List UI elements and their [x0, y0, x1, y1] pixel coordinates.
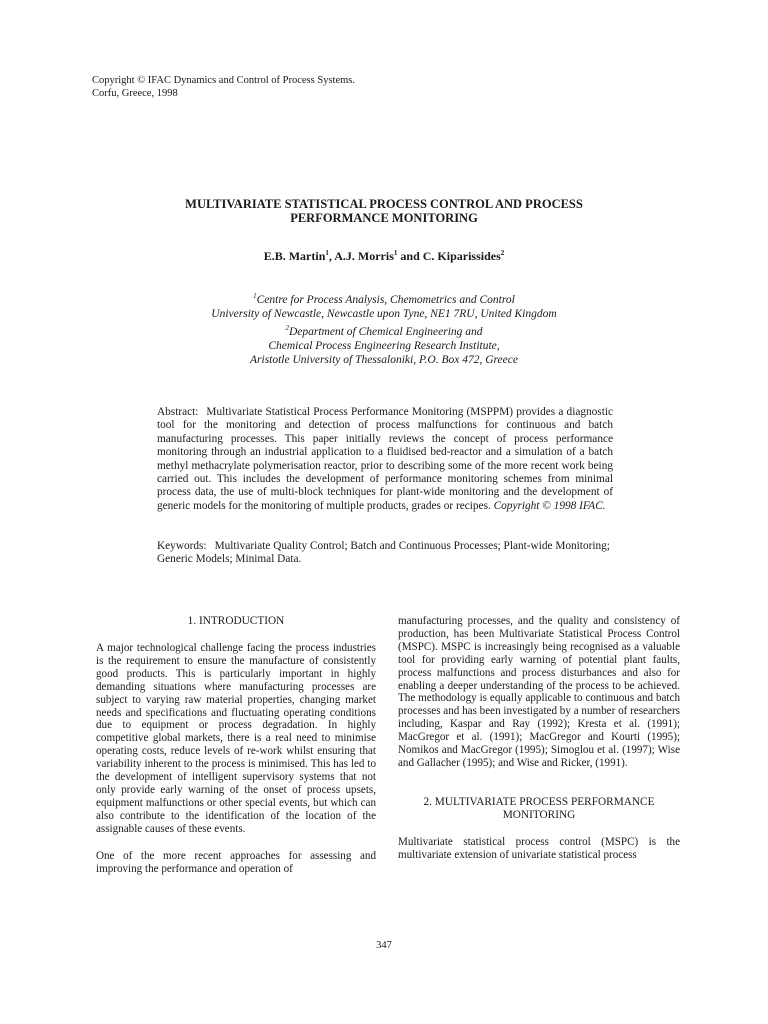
- left-column: [96, 615, 376, 889]
- location-line: Corfu, Greece, 1998: [92, 88, 178, 99]
- keywords-label: Keywords:: [157, 540, 207, 552]
- affiliations: [120, 289, 648, 367]
- affiliation-line: Chemical Process Engineering Research Institute,: [268, 339, 500, 352]
- author-morris: A.J. Morris: [334, 249, 394, 263]
- section-heading-mspm: [398, 796, 680, 822]
- abstract-text: Multivariate Statistical Process Performance Monitoring (MSPPM) provides a diagnostic tool for the monitoring and detection of process malfunctions for continuous and batch manufacturing processes. This paper initially reviews the concept of process performance monitoring through an industrial application to a fluidised bed-reactor and a simulation of a batch methyl methacrylate polymerisation reactor, prior to describing some of the more recent work being carried out. This includes the development of performance monitoring schemes from minimal process data, the use of multi-block techniques for plant-wide monitoring and the development of generic models for the monitoring of multiple products, grades or recipes.: [157, 406, 613, 512]
- author-kiparissides: C. Kiparissides: [422, 249, 501, 263]
- author-affil-mark: 2: [500, 249, 505, 257]
- intro-paragraph-continued: manufacturing processes, and the quality and consistency of production, has been Multivariate Statistical Process Control (MSPC). MSPC is increasingly being recognised as a valuable tool for providing early warning of potential plant faults, process malfunctions and process disturbances and also for enabling a deeper understanding of the process to be achieved. The methodology is equally applicable to continuous and batch processes and has been investigated by a number of researchers including, Kaspar and Ray (1992); Kresta et al. (1991); MacGregor et al. (1991); MacGregor and Kourti (1995); Nomikos and MacGregor (1995); Simoglou et al. (1997); Wise and Gallacher (1995); and Wise and Ricker, (1991).: [398, 615, 680, 769]
- paper-title: [120, 197, 648, 225]
- intro-paragraph-1: A major technological challenge facing the process industries is the requirement to ensure the manufacture of consistently good products. This is particularly important in highly demanding situations where manufacturing processes are subject to varying raw material properties, changing market needs and specifications and fluctuating operating conditions due to equipment or process degradation. In highly competitive global markets, there is a real need to minimise operating costs, reduce levels of re-work whilst ensuring that variability inherent to the process is minimised. This has led to the development of intelligent supervisory systems that not only provide early warning of the onset of process upsets, equipment malfunctions or other special events, but which can also contribute to the identification of the location of the assignable causes of these events.: [96, 642, 376, 835]
- abstract: [157, 406, 613, 513]
- affiliation-line: Centre for Process Analysis, Chemometrics and Control: [256, 293, 515, 306]
- keywords: [157, 540, 617, 567]
- affiliation-2: [120, 321, 648, 339]
- section-heading-line: 2. MULTIVARIATE PROCESS PERFORMANCE: [423, 795, 655, 808]
- page-number: 347: [376, 940, 392, 951]
- section-heading-line: MONITORING: [502, 808, 576, 821]
- copyright-notice: [92, 74, 355, 100]
- intro-paragraph-2: One of the more recent approaches for assessing and improving the performance and operation of: [96, 849, 376, 875]
- title-line-2: PERFORMANCE MONITORING: [290, 211, 478, 225]
- affiliation-line: Aristotle University of Thessaloniki, P.O. Box 472, Greece: [250, 353, 518, 366]
- section-heading-introduction: 1. INTRODUCTION: [187, 615, 285, 627]
- copyright-line: Copyright © IFAC Dynamics and Control of Process Systems.: [92, 75, 355, 86]
- affil-mark: 1: [253, 292, 257, 300]
- mspm-paragraph-1: Multivariate statistical process control (MSPC) is the multivariate extension of univariate statistical process: [398, 835, 680, 861]
- abstract-copyright: Copyright © 1998 IFAC.: [493, 499, 606, 512]
- author-martin: E.B. Martin: [263, 249, 326, 263]
- keywords-text: Multivariate Quality Control; Batch and Continuous Processes; Plant-wide Monitoring; Generic Models; Minimal Data.: [157, 540, 610, 566]
- author-affil-mark: 1: [393, 249, 398, 257]
- author-affil-mark: 1: [325, 249, 329, 257]
- abstract-label: Abstract:: [157, 406, 199, 418]
- affiliation-line: University of Newcastle, Newcastle upon Tyne, NE1 7RU, United Kingdom: [211, 307, 557, 320]
- affiliation-1: [120, 289, 648, 307]
- title-line-1: MULTIVARIATE STATISTICAL PROCESS CONTROL AND PROCESS: [185, 197, 583, 211]
- right-column: [398, 615, 680, 876]
- author-separator: ,: [328, 249, 335, 263]
- affiliation-line: Department of Chemical Engineering and: [288, 325, 483, 338]
- author-separator: and: [397, 249, 423, 263]
- author-list: [120, 249, 648, 264]
- affil-mark: 2: [285, 323, 289, 332]
